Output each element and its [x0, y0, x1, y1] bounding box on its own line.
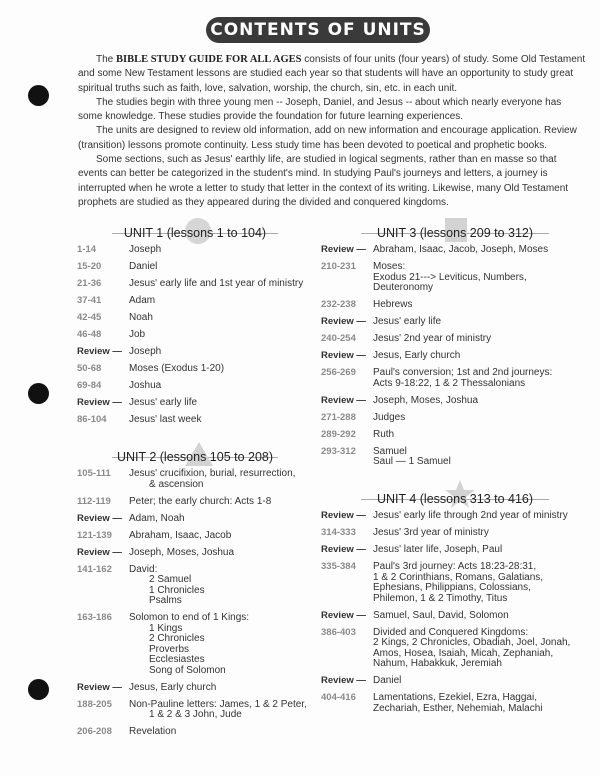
topic-line: Song of Solomon	[149, 664, 226, 676]
topic-line: 2 Kings, 2 Chronicles, Obadiah, Joel, Jonah,	[373, 637, 571, 649]
lesson-entry	[321, 351, 589, 362]
topic-line: Jesus, Early church	[129, 681, 217, 693]
lesson-topics	[373, 430, 589, 441]
lesson-entry	[77, 313, 313, 324]
lesson-topics	[373, 351, 589, 362]
topic-line: David:	[129, 563, 158, 575]
topic-line: Abraham, Isaac, Jacob	[129, 529, 232, 541]
lesson-topics	[373, 262, 589, 294]
topic-line: Revelation	[129, 726, 177, 738]
unit-title: UNIT 2 (lessons 105 to 208)	[116, 450, 274, 465]
lesson-range: 188-205	[77, 698, 112, 710]
unit-3-section	[321, 224, 589, 474]
lesson-entry	[77, 279, 313, 290]
topic-line: Samuel, Saul, David, Solomon	[373, 609, 509, 621]
topic-line: Joshua	[129, 380, 162, 392]
review-label: Review —	[77, 346, 122, 358]
topic-line: Philemon, 1 & 2 Timothy, Titus	[373, 592, 508, 604]
review-label: Review —	[321, 350, 366, 362]
lesson-topics	[129, 683, 313, 694]
topic-line: Adam, Noah	[129, 512, 185, 524]
lesson-range: 46-48	[77, 329, 102, 341]
lesson-topics	[373, 396, 589, 407]
lesson-entry	[77, 548, 313, 559]
topic-line: Jesus' 3rd year of ministry	[373, 527, 489, 539]
lesson-topics	[129, 531, 313, 542]
punch-hole	[28, 85, 49, 106]
lesson-range: 112-119	[77, 495, 111, 507]
lesson-entry	[321, 511, 589, 522]
lesson-topics	[129, 364, 313, 375]
lesson-topics	[373, 676, 589, 687]
lesson-entry	[77, 613, 313, 676]
lesson-entry	[321, 262, 589, 294]
punch-hole	[28, 383, 49, 404]
unit-header	[321, 224, 589, 242]
lesson-range: 121-139	[77, 529, 112, 541]
topic-line: Judges	[373, 411, 406, 423]
lesson-entry	[321, 413, 589, 424]
topic-line: Nahum, Habakkuk, Jeremiah	[373, 658, 502, 670]
lesson-entry	[321, 628, 589, 670]
lesson-entry	[321, 334, 589, 345]
topic-line: Jesus' crucifixion, burial, resurrection,	[129, 468, 296, 480]
lesson-range: 210-231	[321, 261, 356, 273]
lesson-entry	[77, 531, 313, 542]
lesson-entry	[77, 381, 313, 392]
topic-line: Peter; the early church: Acts 1-8	[129, 495, 272, 507]
topic-line: Daniel	[129, 261, 158, 273]
topic-line: Divided and Conquered Kingdoms:	[373, 626, 529, 638]
topic-line: Paul's 3rd journey: Acts 18:23-28:31,	[373, 561, 537, 573]
topic-line: Jesus' early life	[129, 397, 198, 409]
topic-line: Joseph, Moses, Joshua	[373, 394, 479, 406]
topic-line: Joseph, Moses, Joshua	[129, 546, 235, 558]
lesson-topics	[373, 334, 589, 345]
review-label: Review —	[77, 681, 122, 693]
topic-line: Ecclesiastes	[149, 654, 205, 666]
lesson-range: 21-36	[77, 278, 102, 290]
lesson-topics	[373, 545, 589, 556]
topic-line: Moses:	[373, 261, 406, 273]
unit-title: UNIT 3 (lessons 209 to 312)	[376, 226, 534, 241]
topic-line: Jesus, Early church	[373, 350, 461, 362]
lesson-entry	[77, 514, 313, 525]
lesson-topics	[129, 313, 313, 324]
intro-paragraph: The studies begin with three young men -- Joseph, Daniel, and Jesus -- about which nearly everyone has some knowledge. These studies provide the foundation for future learning experiences.	[78, 96, 562, 123]
topic-line: Daniel	[373, 675, 402, 687]
unit-header	[77, 448, 313, 466]
lesson-topics	[373, 413, 589, 424]
lesson-entry	[321, 562, 589, 604]
review-label: Review —	[77, 546, 122, 558]
lesson-entry	[77, 262, 313, 273]
topic-line: 1 Kings	[149, 622, 183, 634]
lesson-topics	[373, 511, 589, 522]
lesson-topics	[129, 279, 313, 290]
lesson-entry	[321, 317, 589, 328]
review-label: Review —	[321, 544, 366, 556]
lesson-topics	[129, 727, 313, 738]
lesson-entry	[77, 497, 313, 508]
topic-line: Acts 9-18:22, 1 & 2 Thessalonians	[373, 377, 526, 389]
topic-line: Proverbs	[149, 643, 190, 655]
lesson-range: 293-312	[321, 445, 356, 457]
review-label: Review —	[321, 316, 366, 328]
unit-2-section	[77, 448, 313, 744]
lesson-topics	[129, 548, 313, 559]
topic-line: Saul — 1 Samuel	[373, 456, 451, 468]
topic-line: Moses (Exodus 1-20)	[129, 363, 225, 375]
lesson-topics	[129, 330, 313, 341]
lesson-range: 232-238	[321, 299, 356, 311]
punch-hole	[28, 679, 49, 700]
topic-line: Jesus' early life and 1st year of ministry	[129, 278, 304, 290]
topic-line: Paul's conversion; 1st and 2nd journeys:	[373, 367, 553, 379]
lesson-topics	[129, 613, 313, 676]
lesson-entry	[77, 296, 313, 307]
lesson-entry	[321, 396, 589, 407]
intro-paragraph: Some sections, such as Jesus' earthly life, are studied in logical segments, rather than en masse so that events can better be categorized in the student's mind. In studying Paul's journeys and letters, a journey is interrupted when he wrote a letter to study that letter in the context of its writing. Likewise, many Old Testament prophets are studied as they appeared during the divided and conquered kingdoms.	[78, 154, 569, 208]
lesson-topics	[129, 497, 313, 508]
topic-line: & ascension	[149, 478, 204, 490]
topic-line: 1 & 2 & 3 John, Jude	[149, 709, 242, 721]
topic-line: Jesus' early life through 2nd year of ministry	[373, 510, 568, 522]
lesson-range: 256-269	[321, 367, 356, 379]
lesson-entry	[321, 245, 589, 256]
unit-header	[321, 490, 589, 508]
topic-line: Zechariah, Esther, Nehemiah, Malachi	[373, 702, 543, 714]
topic-line: 2 Samuel	[149, 574, 192, 586]
lesson-entry	[321, 693, 589, 714]
topic-line: Amos, Hosea, Isaiah, Micah, Zephaniah,	[373, 647, 554, 659]
topic-line: Deuteronomy	[373, 282, 434, 294]
lesson-range: 289-292	[321, 428, 356, 440]
topic-line: Solomon to end of 1 Kings:	[129, 612, 250, 624]
lesson-range: 105-111	[77, 468, 111, 480]
lesson-entry	[77, 330, 313, 341]
lesson-entry	[77, 683, 313, 694]
review-label: Review —	[321, 609, 366, 621]
unit-title: UNIT 1 (lessons 1 to 104)	[123, 226, 267, 241]
lesson-range: 15-20	[77, 261, 102, 273]
lesson-range: 335-384	[321, 561, 356, 573]
topic-line: Ephesians, Philippians, Colossians,	[373, 582, 531, 594]
lesson-entry	[321, 611, 589, 622]
lesson-range: 42-45	[77, 312, 102, 324]
review-label: Review —	[77, 397, 122, 409]
lesson-topics	[373, 447, 589, 468]
lesson-range: 206-208	[77, 726, 112, 738]
unit-4-section	[321, 490, 589, 721]
intro-paragraph: The units are designed to review old information, add on new information and encourage application. Review (transition) lessons promote continuity. Less study time has been devoted to poetical and prophetic books.	[78, 125, 577, 151]
topic-line: Job	[129, 329, 146, 341]
lesson-topics	[129, 381, 313, 392]
lesson-topics	[373, 245, 589, 256]
lesson-topics	[373, 528, 589, 539]
topic-line: 1 & 2 Corinthians, Romans, Galatians,	[373, 571, 544, 583]
topic-line: Hebrews	[373, 299, 413, 311]
lesson-topics	[129, 565, 313, 607]
lesson-range: 271-288	[321, 411, 356, 423]
intro-paragraph	[78, 53, 586, 96]
page-title: CONTENTS OF UNITS	[206, 17, 430, 43]
lesson-entry	[321, 300, 589, 311]
topic-line: Ruth	[373, 428, 395, 440]
lesson-topics	[129, 262, 313, 273]
lesson-topics	[129, 700, 313, 721]
topic-line: Abraham, Isaac, Jacob, Joseph, Moses	[373, 244, 549, 256]
topic-line: Adam	[129, 295, 156, 307]
review-label: Review —	[321, 675, 366, 687]
topic-line: Lamentations, Ezekiel, Ezra, Haggai,	[373, 692, 537, 704]
unit-header	[77, 224, 313, 242]
topic-line: Jesus' later life, Joseph, Paul	[373, 544, 503, 556]
lesson-topics	[373, 317, 589, 328]
topic-line: Jesus' early life	[373, 316, 442, 328]
review-label: Review —	[321, 244, 366, 256]
left-column	[77, 224, 313, 744]
units-columns	[77, 224, 589, 744]
topic-line: Psalms	[149, 595, 182, 607]
lesson-entry	[321, 528, 589, 539]
lesson-topics	[129, 245, 313, 256]
topic-line: 2 Chronicles	[149, 633, 205, 645]
lesson-entry	[77, 565, 313, 607]
topic-line: Jesus' last week	[129, 414, 202, 426]
lesson-entry	[77, 364, 313, 375]
lesson-topics	[373, 611, 589, 622]
lesson-entry	[77, 347, 313, 358]
lesson-topics	[129, 398, 313, 409]
lesson-entry	[321, 676, 589, 687]
lesson-topics	[129, 415, 313, 426]
intro-text-rest: consists of four units (four years) of study. Some Old Testament and some New Testament lessons are studied each year so that students will have an opportunity to study great spiritual truths such as faith, love, salvation, worship, the church, sin, etc. in each unit.	[78, 54, 586, 94]
topic-line: Exodus 21---> Leviticus, Numbers,	[373, 271, 527, 283]
topic-line: Noah	[129, 312, 153, 324]
lesson-topics	[373, 693, 589, 714]
lesson-entry	[77, 415, 313, 426]
lesson-entry	[77, 398, 313, 409]
lesson-entry	[321, 368, 589, 389]
lesson-entry	[321, 430, 589, 441]
lesson-range: 163-186	[77, 612, 112, 624]
lesson-range: 314-333	[321, 527, 356, 539]
lesson-range: 141-162	[77, 563, 112, 575]
topic-line: 1 Chronicles	[149, 584, 205, 596]
lesson-range: 386-403	[321, 626, 356, 638]
lesson-topics	[129, 469, 313, 490]
lesson-topics	[129, 347, 313, 358]
topic-line: Non-Pauline letters: James, 1 & 2 Peter,	[129, 698, 307, 710]
lesson-range: 1-14	[77, 244, 97, 256]
lesson-range: 69-84	[77, 380, 102, 392]
guide-name: BIBLE STUDY GUIDE FOR ALL AGES	[116, 54, 302, 65]
lesson-topics	[373, 628, 589, 670]
unit-1-section	[77, 224, 313, 432]
review-label: Review —	[321, 394, 366, 406]
lesson-entry	[77, 727, 313, 738]
topic-line: Samuel	[373, 445, 407, 457]
lesson-range: 86-104	[77, 414, 107, 426]
lesson-entry	[77, 700, 313, 721]
topic-line: Jesus' 2nd year of ministry	[373, 333, 492, 345]
lesson-range: 37-41	[77, 295, 102, 307]
right-column	[321, 224, 589, 744]
lesson-topics	[373, 300, 589, 311]
lesson-range: 404-416	[321, 692, 356, 704]
topic-line: Joseph	[129, 244, 162, 256]
lesson-topics	[373, 562, 589, 604]
topic-line: Joseph	[129, 346, 162, 358]
lesson-entry	[77, 469, 313, 490]
intro-text-start: The	[96, 54, 117, 65]
review-label: Review —	[77, 512, 122, 524]
lesson-topics	[129, 296, 313, 307]
intro-text	[78, 53, 586, 210]
lesson-entry	[321, 545, 589, 556]
unit-title: UNIT 4 (lessons 313 to 416)	[376, 492, 534, 507]
lesson-entry	[321, 447, 589, 468]
lesson-range: 240-254	[321, 333, 356, 345]
lesson-range: 50-68	[77, 363, 102, 375]
lesson-topics	[373, 368, 589, 389]
review-label: Review —	[321, 510, 366, 522]
lesson-topics	[129, 514, 313, 525]
